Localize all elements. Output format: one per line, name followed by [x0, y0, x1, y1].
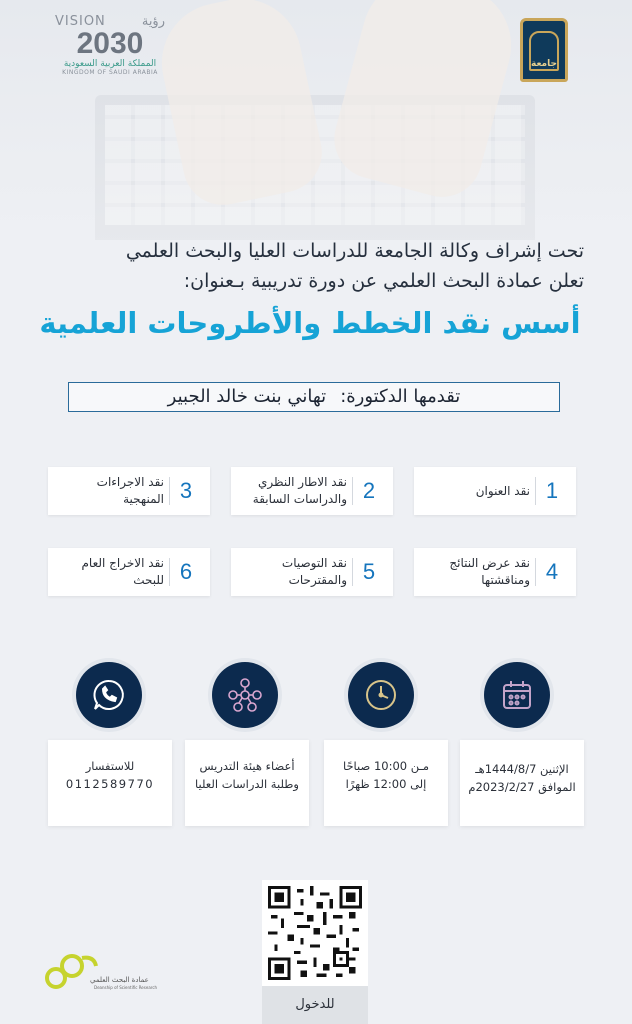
deanship-logo — [44, 948, 158, 993]
topic-number: 3 — [179, 478, 193, 503]
vision-2030-logo — [55, 14, 165, 86]
contact-label: للاستفسار — [85, 759, 135, 773]
vision-kingdom-en: KINGDOM OF SAUDI ARABIA — [62, 69, 158, 76]
topic-label: نقد الاخراج العام للبحث — [81, 556, 164, 587]
topic-number: 5 — [362, 559, 376, 584]
intro-text — [24, 236, 584, 296]
date-line-1: الإثنين 1444/8/7هـ — [475, 762, 569, 776]
topic-label: نقد الاطار النظري والدراسات السابقة — [252, 475, 347, 506]
topic-card — [231, 467, 393, 515]
time-line-2: إلى 12:00 ظهرًا — [345, 777, 427, 791]
topic-card — [48, 467, 210, 515]
topic-number: 2 — [362, 478, 376, 503]
topic-number: 1 — [545, 478, 559, 503]
topic-label: نقد التوصيات والمقترحات — [281, 556, 347, 587]
presenter-name: تهاني بنت خالد الجبير — [167, 386, 327, 407]
topic-card — [231, 548, 393, 596]
qr-code[interactable] — [262, 880, 368, 986]
date-line-2: الموافق 2023/2/27م — [468, 780, 576, 794]
audience-line-2: وطلبة الدراسات العليا — [195, 777, 299, 791]
topic-label: نقد الاجراءات المنهجية — [96, 475, 164, 506]
calendar-icon — [484, 662, 550, 728]
deanship-name-ar: عمادة البحث العلمي — [90, 976, 149, 984]
topic-number: 4 — [545, 559, 559, 584]
audience-card — [185, 740, 309, 826]
intro-line-1: تحت إشراف وكالة الجامعة للدراسات العليا والبحث العلمي — [125, 240, 584, 262]
date-card — [460, 740, 584, 826]
contact-phone[interactable]: 0112589770 — [65, 777, 155, 791]
deanship-name-en: Deanship of Scientific Research — [94, 985, 158, 990]
people-network-icon — [212, 662, 278, 728]
topic-card — [48, 548, 210, 596]
topic-number: 6 — [179, 559, 193, 584]
topic-label: نقد عرض النتائج ومناقشتها — [449, 556, 530, 587]
vision-kingdom-ar: المملكة العربية السعودية — [63, 59, 157, 69]
vision-label: VISION — [55, 14, 106, 29]
whatsapp-icon — [76, 662, 142, 728]
topic-card — [414, 467, 576, 515]
vision-arabic: رؤية — [141, 14, 165, 29]
audience-line-1: أعضاء هيئة التدريس — [199, 759, 295, 773]
presenter-prefix: تقدمها الدكتورة: — [340, 386, 461, 407]
time-card — [324, 740, 448, 826]
intro-line-2: تعلن عمادة البحث العلمي عن دورة تدريبية بـعنوان: — [183, 270, 584, 292]
university-logo — [520, 18, 568, 82]
university-logo-text: جامعة — [531, 59, 557, 69]
presenter-box — [68, 382, 560, 412]
clock-icon — [348, 662, 414, 728]
qr-label: للدخول — [262, 986, 368, 1024]
course-title: أسس نقد الخطط والأطروحات العلمية — [39, 306, 581, 340]
topic-label: نقد العنوان — [475, 483, 530, 498]
time-line-1: مـن 10:00 صباحًا — [342, 759, 430, 773]
topic-card — [414, 548, 576, 596]
contact-card — [48, 740, 172, 826]
vision-year: 2030 — [76, 27, 144, 60]
